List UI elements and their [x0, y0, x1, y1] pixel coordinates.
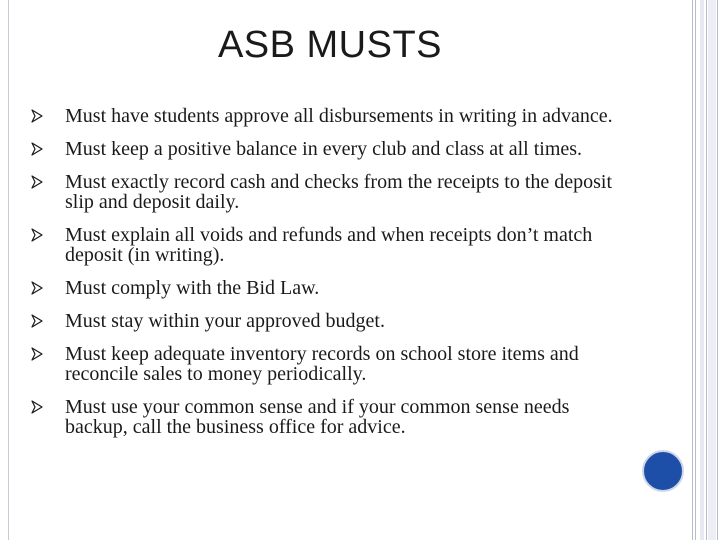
- bullet-item: [30, 225, 630, 265]
- arrow-bullet-icon: [30, 142, 44, 156]
- left-border-line: [8, 0, 9, 540]
- arrow-bullet-icon: [30, 314, 44, 328]
- arrow-bullet-icon: [30, 175, 44, 189]
- bullet-item: [30, 139, 630, 159]
- bullet-text: Must exactly record cash and checks from the receipts to the deposit slip and deposit daily.: [65, 171, 613, 213]
- bullet-item: [30, 278, 630, 298]
- stripe: [708, 0, 716, 540]
- stripe: [706, 0, 707, 540]
- stripe: [695, 0, 696, 540]
- bullet-text: Must explain all voids and refunds and when receipts don’t match deposit (in writing).: [65, 224, 593, 266]
- arrow-bullet-icon: [30, 109, 44, 123]
- bullet-item: [30, 172, 630, 212]
- slide-title: ASB MUSTS: [217, 24, 443, 66]
- bullet-text: Must keep adequate inventory records on school store items and reconcile sales to money periodically.: [65, 343, 579, 385]
- arrow-bullet-icon: [30, 228, 44, 242]
- arrow-bullet-icon: [30, 400, 44, 414]
- stripe: [717, 0, 718, 540]
- arrow-bullet-icon: [30, 281, 44, 295]
- bullet-list: [30, 106, 630, 450]
- bullet-text: Must comply with the Bid Law.: [65, 277, 320, 299]
- bullet-item: [30, 397, 630, 437]
- right-decorative-stripes: [686, 0, 720, 540]
- decorative-blue-circle: [642, 450, 684, 492]
- bullet-text: Must use your common sense and if your common sense needs backup, call the business office for advice.: [65, 396, 570, 438]
- bullet-item: [30, 311, 630, 331]
- bullet-text: Must stay within your approved budget.: [65, 310, 385, 332]
- bullet-text: Must keep a positive balance in every club and class at all times.: [65, 138, 583, 160]
- bullet-item: [30, 344, 630, 384]
- arrow-bullet-icon: [30, 347, 44, 361]
- stripe: [700, 0, 704, 540]
- stripe: [692, 0, 693, 540]
- bullet-text: Must have students approve all disbursements in writing in advance.: [65, 105, 613, 127]
- bullet-item: [30, 106, 630, 126]
